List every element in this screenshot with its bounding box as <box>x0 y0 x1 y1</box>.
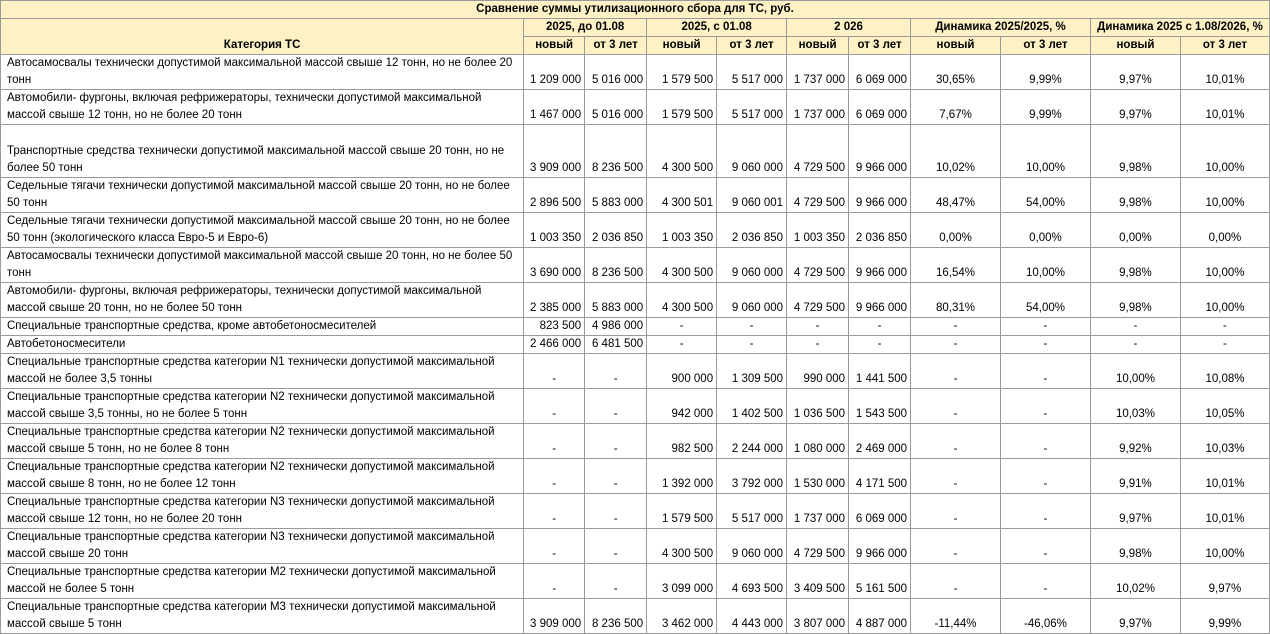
table-row <box>1 283 1270 318</box>
percent-cell: - <box>1090 318 1180 336</box>
percent-cell: - <box>1001 389 1091 424</box>
percent-cell: - <box>1001 354 1091 389</box>
table-row <box>1 248 1270 283</box>
amount-cell: - <box>585 564 647 599</box>
category-cell: Специальные транспортные средства, кроме автобетоносмесителей <box>1 318 524 336</box>
category-cell: Специальные транспортные средства категории M3 технически допустимой максимальной массой свыше 5 тонн <box>1 599 524 634</box>
table-row <box>1 336 1270 354</box>
amount-cell: 2 036 850 <box>585 213 647 248</box>
percent-cell: - <box>911 529 1001 564</box>
amount-cell: 4 729 500 <box>787 178 849 213</box>
amount-cell: 3 099 000 <box>647 564 717 599</box>
amount-cell: - <box>647 318 717 336</box>
amount-cell: 4 300 500 <box>647 125 717 178</box>
amount-cell: 1 003 350 <box>647 213 717 248</box>
amount-cell: 4 443 000 <box>717 599 787 634</box>
amount-cell: 1 209 000 <box>524 55 585 90</box>
amount-cell: 1 530 000 <box>787 459 849 494</box>
amount-cell: 1 737 000 <box>787 494 849 529</box>
table-row <box>1 213 1270 248</box>
percent-cell: 9,92% <box>1090 424 1180 459</box>
amount-cell: 2 036 850 <box>717 213 787 248</box>
amount-cell: 982 500 <box>647 424 717 459</box>
percent-cell: -46,06% <box>1001 599 1091 634</box>
amount-cell: - <box>787 318 849 336</box>
percent-cell: 7,67% <box>911 90 1001 125</box>
period-header: 2025, до 01.08 <box>524 19 647 37</box>
amount-cell: 1 309 500 <box>717 354 787 389</box>
period-header: Динамика 2025/2025, % <box>911 19 1091 37</box>
percent-cell: 9,98% <box>1090 248 1180 283</box>
amount-cell: 6 069 000 <box>849 494 911 529</box>
amount-cell: 5 016 000 <box>585 90 647 125</box>
amount-cell: 4 986 000 <box>585 318 647 336</box>
table-row <box>1 564 1270 599</box>
percent-cell: 9,98% <box>1090 178 1180 213</box>
percent-cell: - <box>1180 318 1269 336</box>
amount-cell: 1 737 000 <box>787 55 849 90</box>
sub-header: от 3 лет <box>849 37 911 55</box>
amount-cell: 4 729 500 <box>787 283 849 318</box>
percent-cell: 10,01% <box>1180 55 1269 90</box>
category-cell: Специальные транспортные средства категории N2 технически допустимой максимальной массой свыше 3,5 тонны, но не более 5 тонн <box>1 389 524 424</box>
amount-cell: 1 467 000 <box>524 90 585 125</box>
amount-cell: 2 036 850 <box>849 213 911 248</box>
percent-cell: 10,01% <box>1180 459 1269 494</box>
amount-cell: 5 517 000 <box>717 494 787 529</box>
percent-cell: 10,01% <box>1180 494 1269 529</box>
amount-cell: - <box>717 336 787 354</box>
amount-cell: - <box>524 389 585 424</box>
amount-cell: 9 966 000 <box>849 125 911 178</box>
percent-cell: 9,99% <box>1180 599 1269 634</box>
table-row <box>1 318 1270 336</box>
percent-cell: -11,44% <box>911 599 1001 634</box>
amount-cell: 8 236 500 <box>585 248 647 283</box>
amount-cell: - <box>524 424 585 459</box>
amount-cell: - <box>585 529 647 564</box>
amount-cell: 1 003 350 <box>524 213 585 248</box>
amount-cell: 5 517 000 <box>717 90 787 125</box>
amount-cell: 2 896 500 <box>524 178 585 213</box>
category-cell: Специальные транспортные средства категории N1 технически допустимой максимальной массой не более 3,5 тонны <box>1 354 524 389</box>
percent-cell: 9,97% <box>1090 494 1180 529</box>
percent-cell: 9,99% <box>1001 90 1091 125</box>
percent-cell: - <box>911 318 1001 336</box>
amount-cell: 5 883 000 <box>585 178 647 213</box>
percent-cell: 9,98% <box>1090 529 1180 564</box>
percent-cell: 10,02% <box>1090 564 1180 599</box>
sub-header: от 3 лет <box>1001 37 1091 55</box>
category-cell: Специальные транспортные средства категории N3 технически допустимой максимальной массой свыше 12 тонн, но не более 20 тонн <box>1 494 524 529</box>
category-cell: Специальные транспортные средства категории M2 технически допустимой максимальной массой не более 5 тонн <box>1 564 524 599</box>
amount-cell: 1 579 500 <box>647 494 717 529</box>
amount-cell: 9 060 000 <box>717 248 787 283</box>
percent-cell: - <box>911 354 1001 389</box>
table-row <box>1 354 1270 389</box>
percent-cell: 9,97% <box>1180 564 1269 599</box>
amount-cell: 2 385 000 <box>524 283 585 318</box>
category-cell: Автомобили- фургоны, включая рефрижераторы, технически допустимой максимальной массой свыше 12 тонн, но не более 20 тонн <box>1 90 524 125</box>
period-header: 2025, с 01.08 <box>647 19 787 37</box>
amount-cell: - <box>585 389 647 424</box>
sub-header: новый <box>647 37 717 55</box>
amount-cell: 4 300 500 <box>647 283 717 318</box>
percent-cell: - <box>911 564 1001 599</box>
amount-cell: 1 579 500 <box>647 55 717 90</box>
percent-cell: 9,91% <box>1090 459 1180 494</box>
percent-cell: 10,03% <box>1180 424 1269 459</box>
amount-cell: - <box>647 336 717 354</box>
amount-cell: 9 966 000 <box>849 248 911 283</box>
amount-cell: 2 244 000 <box>717 424 787 459</box>
amount-cell: 1 543 500 <box>849 389 911 424</box>
percent-cell: - <box>911 494 1001 529</box>
percent-cell: 10,08% <box>1180 354 1269 389</box>
amount-cell: 3 909 000 <box>524 125 585 178</box>
percent-cell: 9,97% <box>1090 55 1180 90</box>
sub-header: новый <box>524 37 585 55</box>
category-cell: Автомобили- фургоны, включая рефрижераторы, технически допустимой максимальной массой свыше 20 тонн, но не более 50 тонн <box>1 283 524 318</box>
percent-cell: - <box>1001 529 1091 564</box>
table-row <box>1 389 1270 424</box>
percent-cell: 48,47% <box>911 178 1001 213</box>
amount-cell: 6 069 000 <box>849 90 911 125</box>
percent-cell: - <box>1001 494 1091 529</box>
amount-cell: 8 236 500 <box>585 599 647 634</box>
percent-cell: 10,00% <box>1180 248 1269 283</box>
amount-cell: - <box>849 336 911 354</box>
amount-cell: 1 036 500 <box>787 389 849 424</box>
amount-cell: 5 161 500 <box>849 564 911 599</box>
percent-cell: 10,00% <box>1180 529 1269 564</box>
category-cell: Транспортные средства технически допустимой максимальной массой свыше 20 тонн, но не более 50 тонн <box>1 125 524 178</box>
amount-cell: 1 003 350 <box>787 213 849 248</box>
amount-cell: - <box>585 494 647 529</box>
percent-cell: - <box>1001 564 1091 599</box>
category-cell: Специальные транспортные средства категории N3 технически допустимой максимальной массой свыше 20 тонн <box>1 529 524 564</box>
amount-cell: 9 060 000 <box>717 529 787 564</box>
amount-cell: 1 402 500 <box>717 389 787 424</box>
percent-cell: 10,05% <box>1180 389 1269 424</box>
amount-cell: 1 080 000 <box>787 424 849 459</box>
table-row <box>1 424 1270 459</box>
amount-cell: 3 909 000 <box>524 599 585 634</box>
category-cell: Специальные транспортные средства категории N2 технически допустимой максимальной массой свыше 5 тонн, но не более 8 тонн <box>1 424 524 459</box>
percent-cell: 10,02% <box>911 125 1001 178</box>
percent-cell: 10,00% <box>1090 354 1180 389</box>
percent-cell: 0,00% <box>1180 213 1269 248</box>
table-row <box>1 494 1270 529</box>
amount-cell: 3 409 500 <box>787 564 849 599</box>
percent-cell: 16,54% <box>911 248 1001 283</box>
table-row <box>1 529 1270 564</box>
amount-cell: 4 729 500 <box>787 248 849 283</box>
sub-header: новый <box>911 37 1001 55</box>
percent-cell: 9,98% <box>1090 125 1180 178</box>
table-row <box>1 125 1270 178</box>
amount-cell: 4 729 500 <box>787 125 849 178</box>
amount-cell: 9 060 001 <box>717 178 787 213</box>
period-header: Динамика 2025 с 1.08/2026, % <box>1090 19 1269 37</box>
sub-header: от 3 лет <box>1180 37 1269 55</box>
amount-cell: - <box>585 424 647 459</box>
amount-cell: 5 517 000 <box>717 55 787 90</box>
amount-cell: 9 966 000 <box>849 178 911 213</box>
amount-cell: 8 236 500 <box>585 125 647 178</box>
amount-cell: 9 966 000 <box>849 529 911 564</box>
percent-cell: - <box>911 389 1001 424</box>
period-header: 2 026 <box>787 19 911 37</box>
amount-cell: 6 481 500 <box>585 336 647 354</box>
percent-cell: 9,99% <box>1001 55 1091 90</box>
percent-cell: 9,97% <box>1090 90 1180 125</box>
table-body <box>1 55 1270 634</box>
sub-header: от 3 лет <box>717 37 787 55</box>
amount-cell: 4 729 500 <box>787 529 849 564</box>
table-row <box>1 55 1270 90</box>
percent-cell: 10,00% <box>1180 283 1269 318</box>
amount-cell: 2 469 000 <box>849 424 911 459</box>
amount-cell: 4 887 000 <box>849 599 911 634</box>
amount-cell: 5 883 000 <box>585 283 647 318</box>
category-cell: Седельные тягачи технически допустимой максимальной массой свыше 20 тонн, но не более 50 тонн (экологического класса Евро-5 и Евро-6) <box>1 213 524 248</box>
amount-cell: 823 500 <box>524 318 585 336</box>
table-row <box>1 459 1270 494</box>
table-title: Сравнение суммы утилизационного сбора для ТС, руб. <box>1 1 1270 19</box>
amount-cell: - <box>585 354 647 389</box>
table-row <box>1 90 1270 125</box>
percent-cell: - <box>911 336 1001 354</box>
percent-cell: 10,00% <box>1180 178 1269 213</box>
amount-cell: - <box>585 459 647 494</box>
amount-cell: 1 392 000 <box>647 459 717 494</box>
percent-cell: 9,97% <box>1090 599 1180 634</box>
amount-cell: - <box>849 318 911 336</box>
percent-cell: - <box>1001 318 1091 336</box>
sub-header: от 3 лет <box>585 37 647 55</box>
amount-cell: - <box>524 529 585 564</box>
amount-cell: - <box>524 354 585 389</box>
percent-cell: 0,00% <box>1001 213 1091 248</box>
amount-cell: 9 060 000 <box>717 125 787 178</box>
percent-cell: - <box>911 424 1001 459</box>
amount-cell: 4 171 500 <box>849 459 911 494</box>
amount-cell: 4 300 501 <box>647 178 717 213</box>
category-cell: Автосамосвалы технически допустимой максимальной массой свыше 20 тонн, но не более 50 тонн <box>1 248 524 283</box>
amount-cell: - <box>524 564 585 599</box>
percent-cell: 10,00% <box>1001 125 1091 178</box>
sub-header: новый <box>1090 37 1180 55</box>
amount-cell: - <box>524 459 585 494</box>
category-cell: Автосамосвалы технически допустимой максимальной массой свыше 12 тонн, но не более 20 тонн <box>1 55 524 90</box>
percent-cell: - <box>1001 336 1091 354</box>
amount-cell: 990 000 <box>787 354 849 389</box>
amount-cell: 942 000 <box>647 389 717 424</box>
percent-cell: - <box>1090 336 1180 354</box>
amount-cell: 3 462 000 <box>647 599 717 634</box>
amount-cell: 3 807 000 <box>787 599 849 634</box>
category-cell: Автобетоносмесители <box>1 336 524 354</box>
amount-cell: 1 579 500 <box>647 90 717 125</box>
percent-cell: 30,65% <box>911 55 1001 90</box>
amount-cell: - <box>717 318 787 336</box>
category-cell: Специальные транспортные средства категории N2 технически допустимой максимальной массой свыше 8 тонн, но не более 12 тонн <box>1 459 524 494</box>
percent-cell: 80,31% <box>911 283 1001 318</box>
percent-cell: - <box>1001 459 1091 494</box>
category-header: Категория ТС <box>1 19 524 55</box>
percent-cell: 0,00% <box>1090 213 1180 248</box>
amount-cell: 6 069 000 <box>849 55 911 90</box>
percent-cell: 10,00% <box>1180 125 1269 178</box>
percent-cell: 10,00% <box>1001 248 1091 283</box>
table-row <box>1 599 1270 634</box>
percent-cell: - <box>1001 424 1091 459</box>
table-row <box>1 178 1270 213</box>
amount-cell: 9 060 000 <box>717 283 787 318</box>
sub-header: новый <box>787 37 849 55</box>
percent-cell: 10,01% <box>1180 90 1269 125</box>
amount-cell: 1 441 500 <box>849 354 911 389</box>
amount-cell: - <box>524 494 585 529</box>
amount-cell: 1 737 000 <box>787 90 849 125</box>
amount-cell: 3 690 000 <box>524 248 585 283</box>
percent-cell: 54,00% <box>1001 178 1091 213</box>
amount-cell: 2 466 000 <box>524 336 585 354</box>
percent-cell: 9,98% <box>1090 283 1180 318</box>
amount-cell: 4 300 500 <box>647 248 717 283</box>
percent-cell: 10,03% <box>1090 389 1180 424</box>
amount-cell: 4 693 500 <box>717 564 787 599</box>
amount-cell: 900 000 <box>647 354 717 389</box>
percent-cell: 0,00% <box>911 213 1001 248</box>
amount-cell: 3 792 000 <box>717 459 787 494</box>
amount-cell: 5 016 000 <box>585 55 647 90</box>
amount-cell: 9 966 000 <box>849 283 911 318</box>
percent-cell: - <box>911 459 1001 494</box>
percent-cell: 54,00% <box>1001 283 1091 318</box>
amount-cell: 4 300 500 <box>647 529 717 564</box>
category-cell: Седельные тягачи технически допустимой максимальной массой свыше 20 тонн, но не более 50 тонн <box>1 178 524 213</box>
amount-cell: - <box>787 336 849 354</box>
percent-cell: - <box>1180 336 1269 354</box>
